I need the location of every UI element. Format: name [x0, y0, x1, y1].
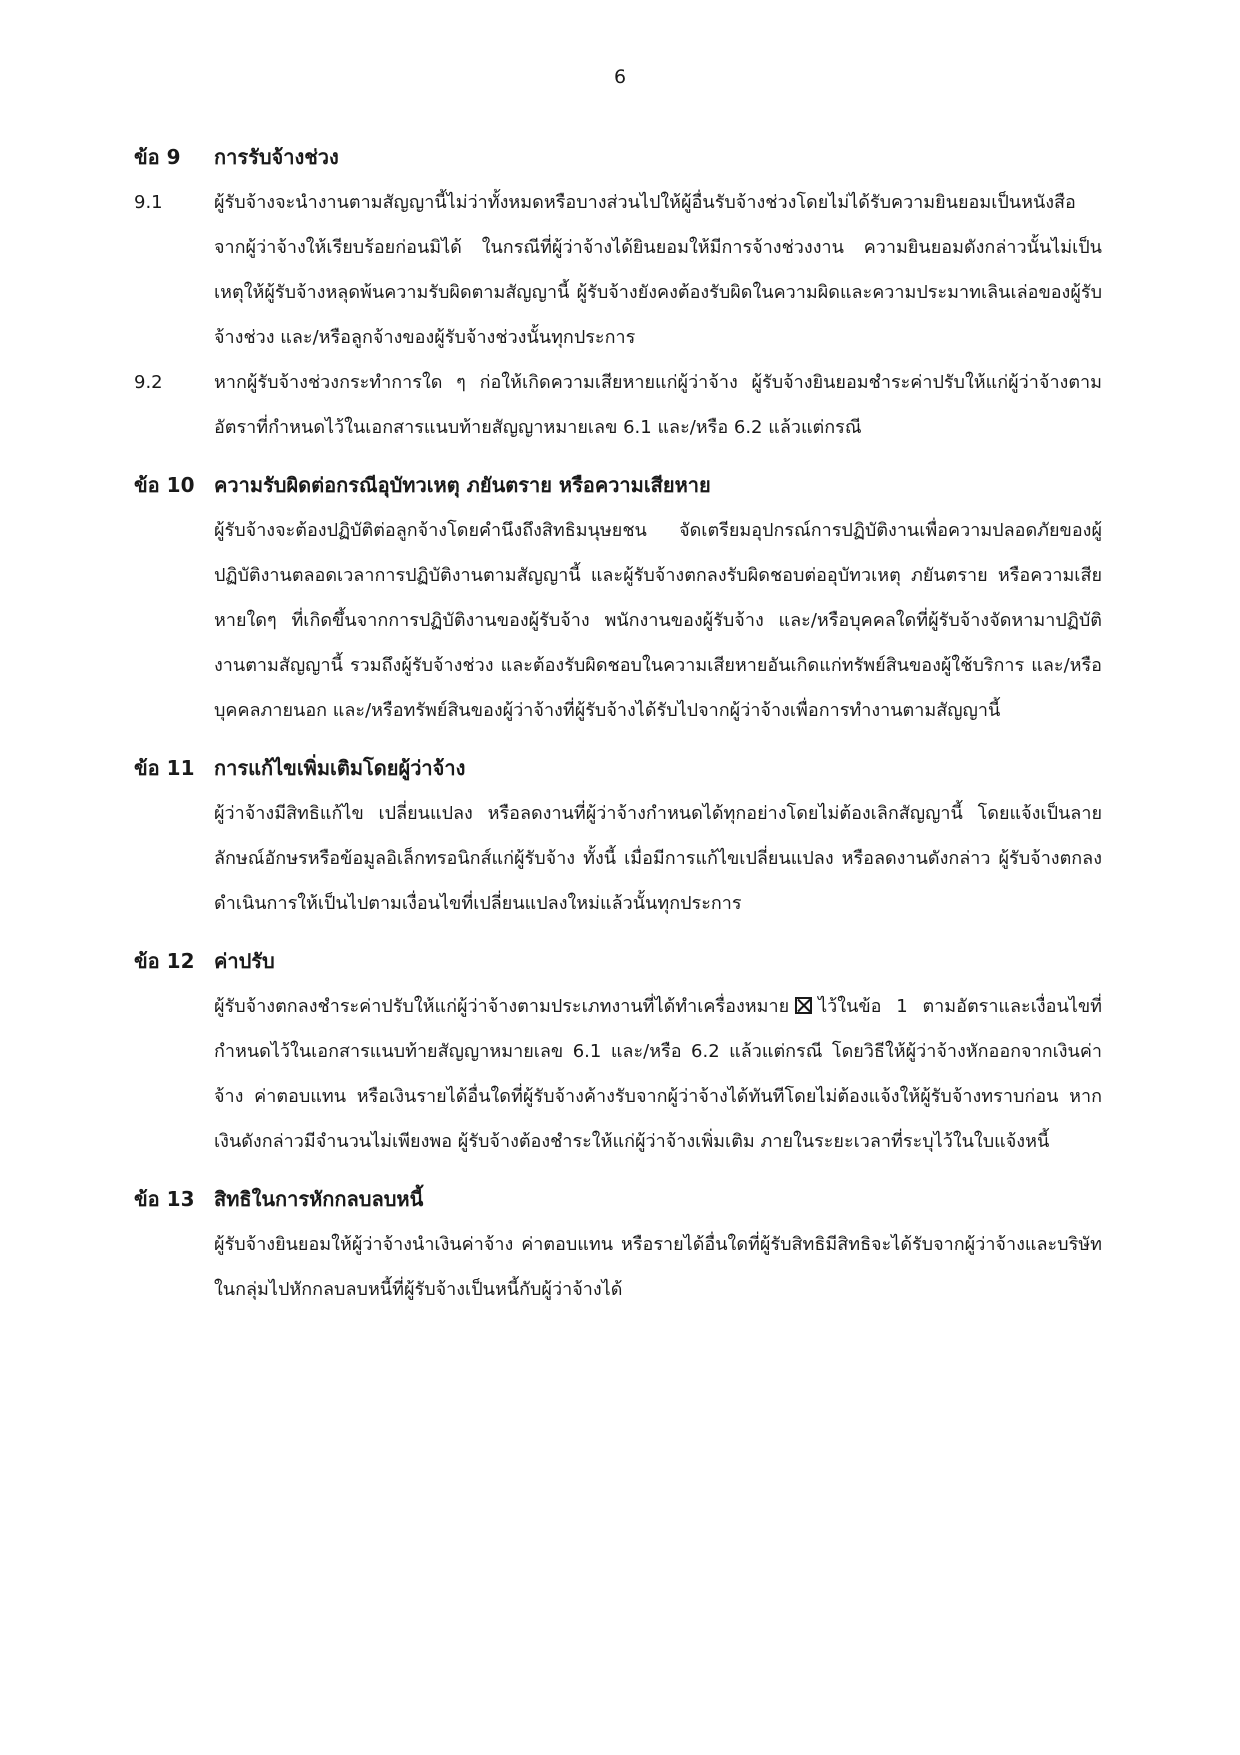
clause-number: 9.1 — [134, 192, 163, 213]
text-after-mark: ไว้ในข้อ 1 ตามอัตราและเงื่อนไขที่กำหนดไว้ในเอกสารแนบท้ายสัญญาหมายเลข 6.1 และ/หรือ 6.2 แล้วแต่กรณี โดยวิธีให้ผู้ว่าจ้างหักออกจากเงินค่าจ้าง ค่าตอบแทน หรือเงินรายได้อื่นใดที่ผู้รับจ้างค้างรับจากผู้ว่าจ้างได้ทันทีโดยไม่ต้องแจ้งให้ผู้รับจ้างทราบก่อน หากเงินดังกล่าวมีจำนวนไม่เพียงพอ ผู้รับจ้างต้องชำระให้แก่ผู้ว่าจ้างเพิ่มเติม ภายในระยะเวลาที่ระบุไว้ในใบแจ้งหนี้ — [214, 996, 1102, 1152]
clause-9-2 — [134, 360, 1102, 450]
section-13 — [134, 1182, 1102, 1312]
section-heading — [134, 468, 1102, 502]
page-number: 6 — [613, 66, 627, 88]
section-text — [214, 984, 1102, 1164]
section-number: ข้อ 12 — [134, 949, 195, 973]
clause-9-1 — [134, 180, 1102, 360]
clause-text: หากผู้รับจ้างช่วงกระทำการใด ๆ ก่อให้เกิดความเสียหายแก่ผู้ว่าจ้าง ผู้รับจ้างยินยอมชำระค่าปรับให้แก่ผู้ว่าจ้างตามอัตราที่กำหนดไว้ในเอกสารแนบท้ายสัญญาหมายเลข 6.1 และ/หรือ 6.2 แล้วแต่กรณี — [214, 372, 1102, 438]
section-heading — [134, 1182, 1102, 1216]
section-number: ข้อ 11 — [134, 756, 195, 780]
section-text: ผู้รับจ้างจะต้องปฏิบัติต่อลูกจ้างโดยคำนึงถึงสิทธิมนุษยชน จัดเตรียมอุปกรณ์การปฏิบัติงานเพื่อความปลอดภัยของผู้ปฏิบัติงานตลอดเวลาการปฏิบัติงานตามสัญญานี้ และผู้รับจ้างตกลงรับผิดชอบต่ออุบัทวเหตุ ภยันตราย หรือความเสียหายใดๆ ที่เกิดขึ้นจากการปฏิบัติงานของผู้รับจ้าง พนักงานของผู้รับจ้าง และ/หรือบุคคลใดที่ผู้รับจ้างจัดหามาปฏิบัติงานตามสัญญานี้ รวมถึงผู้รับจ้างช่วง และต้องรับผิดชอบในความเสียหายอันเกิดแก่ทรัพย์สินของผู้ใช้บริการ และ/หรือบุคคลภายนอก และ/หรือทรัพย์สินของผู้ว่าจ้างที่ผู้รับจ้างได้รับไปจากผู้ว่าจ้างเพื่อการทำงานตามสัญญานี้ — [214, 520, 1102, 721]
clause-number: 9.2 — [134, 372, 163, 393]
section-9 — [134, 140, 1102, 450]
checked-box-icon — [795, 997, 812, 1014]
section-title: ความรับผิดต่อกรณีอุบัทวเหตุ ภยันตราย หรือความเสียหาย — [214, 473, 711, 497]
section-11 — [134, 751, 1102, 926]
section-heading — [134, 751, 1102, 785]
section-number: ข้อ 9 — [134, 145, 181, 169]
section-title: การแก้ไขเพิ่มเติมโดยผู้ว่าจ้าง — [214, 756, 466, 780]
clause-text: ผู้รับจ้างจะนำงานตามสัญญานี้ไม่ว่าทั้งหมดหรือบางส่วนไปให้ผู้อื่นรับจ้างช่วงโดยไม่ได้รับความยินยอมเป็นหนังสือจากผู้ว่าจ้างให้เรียบร้อยก่อนมิได้ ในกรณีที่ผู้ว่าจ้างได้ยินยอมให้มีการจ้างช่วงงาน ความยินยอมดังกล่าวนั้นไม่เป็นเหตุให้ผู้รับจ้างหลุดพ้นความรับผิดตามสัญญานี้ ผู้รับจ้างยังคงต้องรับผิดในความผิดและความประมาทเลินเล่อของผู้รับจ้างช่วง และ/หรือลูกจ้างของผู้รับจ้างช่วงนั้นทุกประการ — [214, 192, 1102, 348]
section-text: ผู้รับจ้างยินยอมให้ผู้ว่าจ้างนำเงินค่าจ้าง ค่าตอบแทน หรือรายได้อื่นใดที่ผู้รับสิทธิมีสิทธิจะได้รับจากผู้ว่าจ้างและบริษัทในกลุ่มไปหักกลบลบหนี้ที่ผู้รับจ้างเป็นหนี้กับผู้ว่าจ้างได้ — [214, 1234, 1102, 1300]
text-before-mark: ผู้รับจ้างตกลงชำระค่าปรับให้แก่ผู้ว่าจ้างตามประเภทงานที่ได้ทำเครื่องหมาย — [214, 996, 790, 1017]
document-body — [134, 140, 1102, 1330]
section-title: การรับจ้างช่วง — [214, 145, 339, 169]
section-number: ข้อ 10 — [134, 473, 195, 497]
section-number: ข้อ 13 — [134, 1187, 195, 1211]
section-title: สิทธิในการหักกลบลบหนี้ — [214, 1187, 424, 1211]
section-10 — [134, 468, 1102, 733]
section-heading — [134, 140, 1102, 174]
section-text: ผู้ว่าจ้างมีสิทธิแก้ไข เปลี่ยนแปลง หรือลดงานที่ผู้ว่าจ้างกำหนดได้ทุกอย่างโดยไม่ต้องเลิกสัญญานี้ โดยแจ้งเป็นลายลักษณ์อักษรหรือข้อมูลอิเล็กทรอนิกส์แก่ผู้รับจ้าง ทั้งนี้ เมื่อมีการแก้ไขเปลี่ยนแปลง หรือลดงานดังกล่าว ผู้รับจ้างตกลงดำเนินการให้เป็นไปตามเงื่อนไขที่เปลี่ยนแปลงใหม่แล้วนั้นทุกประการ — [214, 803, 1102, 914]
section-heading — [134, 944, 1102, 978]
section-12 — [134, 944, 1102, 1164]
section-title: ค่าปรับ — [214, 949, 275, 973]
